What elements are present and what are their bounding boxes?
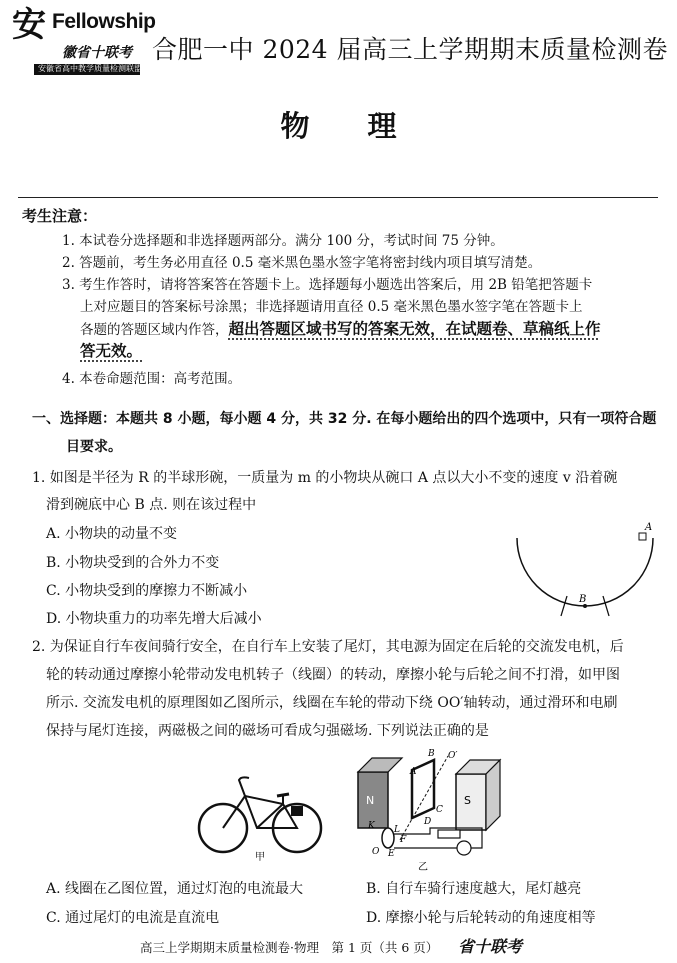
notice-item-4: 4. 本卷命题范围：高考范围。 [62, 371, 242, 387]
q2-option-c: C. 通过尾灯的电流是直流电 [46, 910, 220, 926]
fig-yi-label: 乙 [418, 862, 428, 873]
logo-big-char: 安 [12, 5, 46, 45]
svg-text:F: F [400, 835, 407, 845]
notice-item-2: 2. 答题前，考生务必用直径 0.5 毫米黑色墨水签字笔将密封线内项目填写清楚。 [62, 255, 542, 271]
bike-frame [223, 796, 297, 828]
header-divider [18, 197, 658, 198]
svg-text:C: C [436, 805, 443, 815]
svg-text:E: E [388, 849, 395, 859]
exam-title: 合肥一中 2024 届高三上学期期末质量检测卷 [152, 35, 669, 64]
notice-heading: 考生注意： [22, 207, 98, 225]
notice-item-3-emphasis: 超出答题区域书写的答案无效，在试题卷、草稿纸上作 [228, 320, 601, 338]
q2-option-a: A. 线圈在乙图位置，通过灯泡的电流最大 [46, 881, 304, 897]
label-a: A [645, 522, 653, 533]
bowl-leg-right [603, 596, 609, 616]
resistor [438, 830, 460, 838]
generator-figure [352, 748, 512, 876]
q1-option-a: A. 小物块的动量不变 [46, 526, 178, 542]
page-footer: 高三上学期期末质量检测卷·物理 第 1 页（共 6 页） [140, 940, 439, 955]
svg-text:L: L [394, 825, 400, 835]
q2-stem-line-1: 2. 为保证自行车夜间骑行安全，在自行车上安装了尾灯，其电源为固定在后轮的交流发电机，后 [32, 639, 624, 655]
block-at-a [639, 533, 646, 540]
slip-rings [382, 828, 394, 848]
q1-option-c: C. 小物块受到的摩擦力不断减小 [46, 583, 248, 599]
svg-text:B: B [428, 749, 435, 759]
notice-item-3-plain: 各题的答题区域内作答， [80, 322, 229, 338]
q1-option-d: D. 小物块重力的功率先增大后减小 [46, 611, 262, 627]
seat [277, 794, 289, 796]
q2-stem-line-4: 保持与尾灯连接，两磁极之间的磁场可看成匀强磁场. 下列说法正确的是 [46, 723, 489, 739]
logo-bar-text: 安徽省高中教学质量检测联盟 [38, 64, 142, 73]
q2-option-d: D. 摩擦小轮与后轮转动的角速度相等 [366, 910, 596, 926]
magnet-s-label: S [464, 794, 471, 807]
logo-english: Fellowship [52, 10, 156, 33]
notice-item-3-line-4 [80, 340, 142, 363]
svg-text:A: A [410, 767, 417, 777]
section-heading: 一、选择题：本题共 8 小题，每小题 4 分，共 32 分. 在每小题给出的四个选项中，只有一项符合题 [32, 411, 657, 427]
q1-bowl-figure [505, 520, 665, 620]
generator [291, 806, 303, 816]
notice-item-3-line-3 [80, 318, 601, 341]
q2-stem-line-3: 所示. 交流发电机的原理图如乙图所示，线圈在车轮的带动下绕 OO′轴转动，通过滑环和电刷 [46, 695, 618, 711]
handlebar [239, 777, 249, 796]
footer-logo: 省十联考 [458, 937, 523, 956]
q1-stem-line-1: 1. 如图是半径为 R 的半球形碗，一质量为 m 的小物块从碗口 A 点以大小不变的速度 v 沿着碗 [32, 470, 618, 486]
section-heading-cont: 目要求。 [66, 439, 122, 455]
logo-subtitle: 徽省十联考 [62, 45, 132, 61]
q2-option-b: B. 自行车骑行速度越大，尾灯越亮 [366, 881, 582, 897]
subject-title: 物 理 [280, 109, 397, 143]
fig-jia-label: 甲 [255, 852, 265, 862]
notice-item-3-line-1: 3. 考生作答时，请将答案答在答题卡上。选择题每小题选出答案后，用 2B 铅笔把答题卡 [62, 277, 593, 293]
q1-stem-line-2: 滑到碗底中心 B 点. 则在该过程中 [46, 497, 257, 513]
ammeter [457, 841, 471, 855]
bowl-leg-left [561, 596, 567, 616]
magnet-s [456, 774, 486, 830]
svg-text:O′: O′ [448, 751, 458, 761]
svg-text:O: O [372, 847, 380, 857]
notice-item-3-emphasis-end: 答无效。 [80, 342, 143, 360]
notice-item-3-line-2: 上对应题目的答案标号涂黑；非选择题请用直径 0.5 毫米黑色墨水签字笔在答题卡上 [80, 299, 583, 315]
exam-logo [12, 5, 156, 80]
svg-text:D: D [424, 817, 432, 827]
logo-bar [34, 64, 140, 75]
notice-item-1: 1. 本试卷分选择题和非选择题两部分。满分 100 分，考试时间 75 分钟。 [62, 233, 504, 249]
svg-text:K: K [368, 821, 375, 831]
label-b: B [579, 594, 587, 605]
magnet-n-label: N [366, 794, 375, 807]
q2-stem-line-2: 轮的转动通过摩擦小轮带动发电机转子（线圈）的转动，摩擦小轮与后轮之间不打滑，如甲图 [46, 667, 620, 683]
q1-option-b: B. 小物块受到的合外力不变 [46, 555, 220, 571]
bicycle-figure [195, 772, 325, 862]
